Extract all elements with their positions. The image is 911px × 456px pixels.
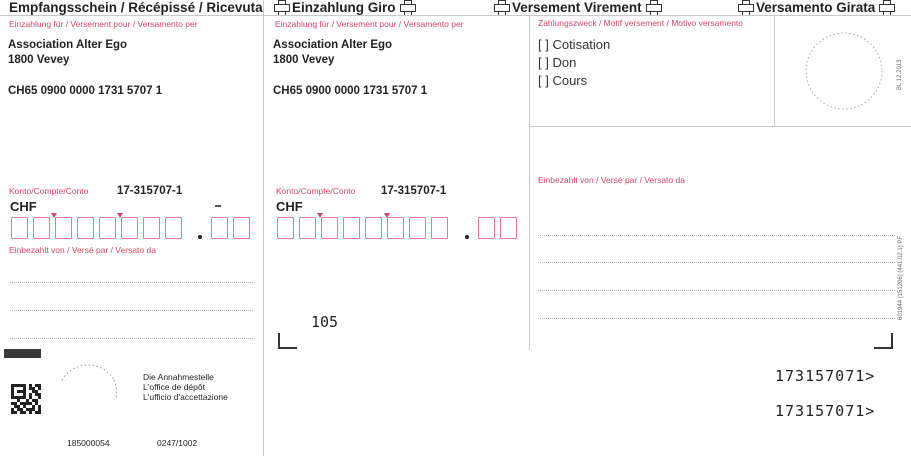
amount-digit-box[interactable] — [233, 217, 250, 239]
receipt-iban: CH65 0900 0000 1731 5707 1 — [8, 85, 163, 97]
amount-digit-box[interactable] — [99, 217, 116, 239]
receipt-paid-by-label: Einbezahlt von / Versé par / Versato da — [9, 245, 156, 255]
paid-by-line[interactable] — [538, 290, 895, 291]
amount-digit-box[interactable] — [321, 217, 338, 239]
virement-header — [490, 0, 664, 15]
receipt-payee-city: 1800 Vevey — [8, 54, 70, 66]
payment-account-label: Konto/Compte/Conto — [276, 186, 356, 196]
receipt-code-1: 185000054 — [67, 438, 110, 448]
side-code-bottom: 601944 (151206) (441.02.1) PF — [898, 235, 904, 320]
rappen-marker — [215, 205, 221, 207]
receipt-paid-by-line[interactable] — [10, 338, 253, 339]
paid-by-line[interactable] — [538, 262, 895, 263]
receipt-paid-by-line[interactable] — [10, 282, 253, 283]
amount-digit-box[interactable] — [11, 217, 28, 239]
amount-digit-box[interactable] — [431, 217, 448, 239]
purpose-divider — [529, 126, 911, 127]
girata-title: Versamento Girata — [756, 0, 876, 15]
amount-digit-box[interactable] — [409, 217, 426, 239]
giro-title: Einzahlung Giro — [292, 0, 396, 15]
swiss-cross-icon — [738, 0, 752, 14]
payment-paid-by-label: Einbezahlt von / Versé par / Versato da — [538, 175, 685, 185]
payment-payee-label: Einzahlung für / Versement pour / Versamento per — [275, 19, 464, 29]
swiss-cross-icon — [274, 0, 288, 14]
amount-digit-box[interactable] — [343, 217, 360, 239]
corner-mark — [278, 347, 297, 349]
receipt-payee-label: Einzahlung für / Versement pour / Versamento per — [9, 19, 198, 29]
receipt-account-number: 17-315707-1 — [117, 185, 183, 197]
payment-divider — [529, 15, 530, 350]
corner-mark — [874, 347, 893, 349]
virement-title: Versement Virement — [512, 0, 642, 15]
payment-amount-cents[interactable] — [478, 217, 517, 239]
payment-account-number: 17-315707-1 — [381, 185, 447, 197]
receipt-amount-francs[interactable] — [11, 217, 182, 239]
postmark-stamp-area — [804, 31, 884, 111]
decimal-point — [198, 235, 202, 239]
qr-code-icon — [11, 384, 41, 414]
swiss-cross-icon — [494, 0, 508, 14]
amount-digit-box[interactable] — [55, 217, 72, 239]
registration-mark — [4, 349, 41, 358]
stamp-divider — [774, 15, 775, 126]
girata-header — [734, 0, 897, 15]
amount-digit-box[interactable] — [478, 217, 495, 239]
amount-digit-box[interactable] — [211, 217, 228, 239]
receipt-divider — [263, 0, 264, 456]
payment-amount-francs[interactable] — [277, 217, 448, 239]
amount-digit-box[interactable] — [77, 217, 94, 239]
purpose-option-don[interactable]: [ ] Don — [538, 55, 577, 70]
ocr-line-2: 173157071> — [775, 402, 876, 420]
swiss-cross-icon — [400, 0, 414, 14]
amount-digit-box[interactable] — [165, 217, 182, 239]
receipt-title: Empfangsschein / Récépissé / Ricevuta — [9, 0, 263, 15]
receipt-amount-cents[interactable] — [211, 217, 250, 239]
amount-digit-box[interactable] — [365, 217, 382, 239]
receipt-account-label: Konto/Compte/Conto — [9, 186, 89, 196]
amount-digit-box[interactable] — [387, 217, 404, 239]
purpose-option-cours[interactable]: [ ] Cours — [538, 73, 588, 88]
swiss-cross-icon — [646, 0, 660, 14]
receipt-stamp-area — [58, 358, 118, 418]
amount-digit-box[interactable] — [33, 217, 50, 239]
payment-payee-name: Association Alter Ego — [273, 39, 393, 51]
side-code-top: BL 12.2013 — [897, 59, 903, 90]
receipt-payee-name: Association Alter Ego — [8, 39, 128, 51]
amount-digit-box[interactable] — [121, 217, 138, 239]
office-line-2: L'office de dépôt — [143, 382, 205, 392]
payment-iban: CH65 0900 0000 1731 5707 1 — [273, 85, 428, 97]
paid-by-line[interactable] — [538, 318, 895, 319]
giro-header — [270, 0, 418, 15]
receipt-paid-by-line[interactable] — [10, 310, 253, 311]
amount-digit-box[interactable] — [500, 217, 517, 239]
purpose-label: Zahlungszweck / Motif versement / Motivo versamento — [538, 18, 744, 28]
receipt-currency: CHF — [10, 199, 37, 214]
payment-currency: CHF — [276, 199, 303, 214]
swiss-cross-icon — [879, 0, 893, 14]
amount-digit-box[interactable] — [277, 217, 294, 239]
decimal-point — [465, 235, 469, 239]
purpose-option-cotisation[interactable]: [ ] Cotisation — [538, 37, 611, 52]
ocr-line-1: 173157071> — [775, 367, 876, 385]
paid-by-line[interactable] — [538, 235, 895, 236]
amount-digit-box[interactable] — [143, 217, 160, 239]
payment-code: 105 — [311, 313, 339, 331]
office-line-3: L'ufficio d'accettazione — [143, 392, 228, 402]
payment-payee-city: 1800 Vevey — [273, 54, 335, 66]
receipt-code-2: 0247/1002 — [157, 438, 198, 448]
office-line-1: Die Annahmestelle — [143, 372, 214, 382]
amount-digit-box[interactable] — [299, 217, 316, 239]
